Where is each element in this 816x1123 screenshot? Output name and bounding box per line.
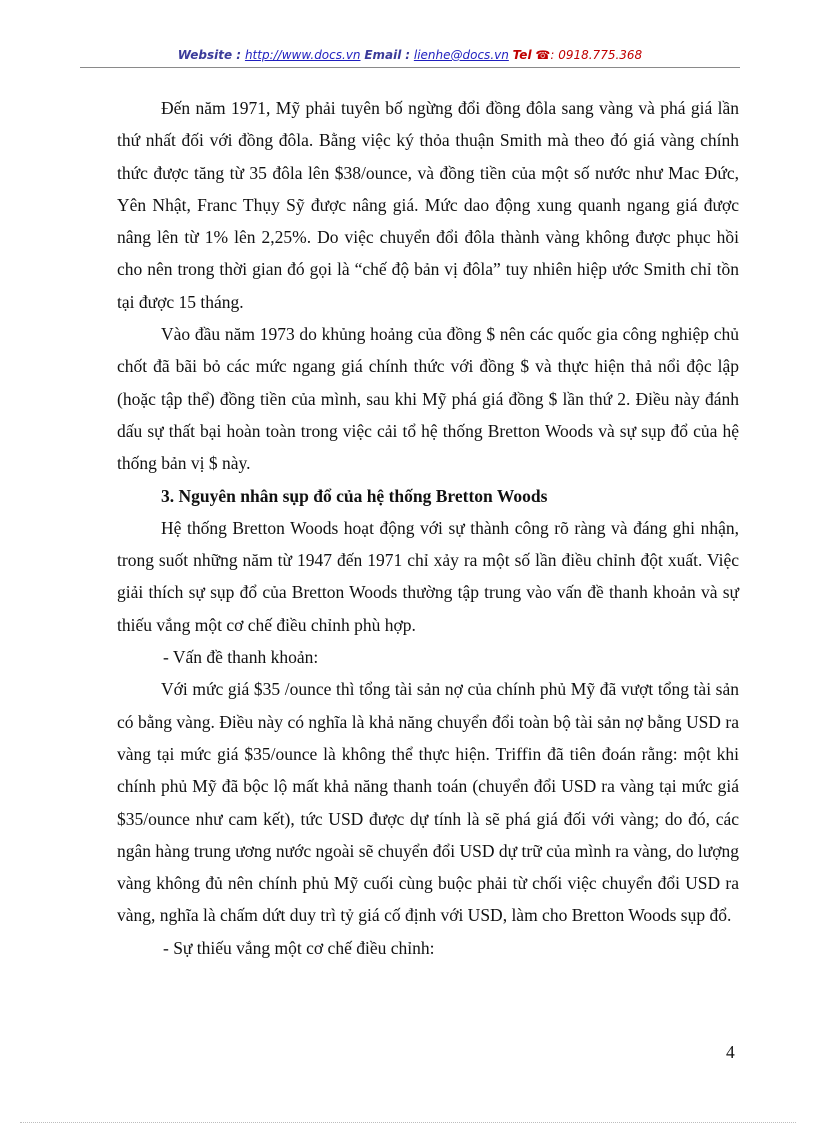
website-link[interactable]: http://www.docs.vn	[244, 48, 361, 62]
subheading-liquidity: - Vấn đề thanh khoản:	[163, 647, 319, 668]
email-link[interactable]: lienhe@docs.vn	[413, 48, 509, 62]
paragraph-1973-float: Vào đầu năm 1973 do khủng hoảng của đồng $ nên các quốc gia công nghiệp chủ chốt đã bãi bỏ các mức ngang giá chính thức với đồng $ và thực hiện thả nổi độc lập (hoặc tập thể) đồng tiền của mình, sau khi Mỹ phá giá đồng $ lần thứ 2. Điều này đánh dấu sự thất bại hoàn toàn trong việc cải tổ hệ thống Bretton Woods và sự sụp đổ của hệ thống bản vị $ này.	[117, 324, 739, 474]
document-body	[117, 92, 739, 964]
tel-label: Tel	[512, 48, 532, 62]
subheading-adjustment: - Sự thiếu vắng một cơ chế điều chỉnh:	[163, 937, 435, 958]
page-header	[80, 48, 740, 64]
paragraph-1971-smith: Đến năm 1971, Mỹ phải tuyên bố ngừng đổi đồng đôla sang vàng và phá giá lần thứ nhất đối với đồng đôla. Bằng việc ký thỏa thuận Smith mà theo đó giá vàng chính thức được tăng từ 35 đôla lên $38/ounce, và đồng tiền của một số nước như Mac Đức, Yên Nhật, Franc Thụy Sỹ được nâng giá. Mức dao động xung quanh ngang giá được nâng lên từ 1% lên 2,25%. Do việc chuyển đổi đôla thành vàng không được phục hồi cho nên trong thời gian đó gọi là “chế độ bản vị đôla” tuy nhiên hiệp ước Smith chỉ tồn tại được 15 tháng.	[117, 98, 739, 312]
email-separator: :	[405, 48, 411, 62]
page-number: 4	[726, 1042, 735, 1062]
header-divider	[80, 67, 740, 68]
telephone-icon: ☎	[535, 48, 551, 62]
paragraph-triffin: Với mức giá $35 /ounce thì tổng tài sản nợ của chính phủ Mỹ đã vượt tổng tài sản có bằng vàng. Điều này có nghĩa là khả năng chuyển đổi toàn bộ tài sản nợ bằng USD ra vàng tại mức giá $35/ounce là không thể thực hiện. Triffin đã tiên đoán rằng: một khi chính phủ Mỹ đã bộc lộ mất khả năng thanh toán (chuyển đổi USD ra vàng tại mức giá $35/ounce như cam kết), tức USD được dự tính là sẽ phá giá đối với vàng; do đó, các ngân hàng trung ương nước ngoài sẽ chuyển đổi USD dự trữ của mình ra vàng, do lượng vàng không đủ nên chính phủ Mỹ cuối cùng buộc phải từ chối việc chuyển đổi USD ra vàng, nghĩa là chấm dứt duy trì tỷ giá cố định với USD, làm cho Bretton Woods sụp đổ.	[117, 679, 739, 926]
paragraph-bretton-woods-success: Hệ thống Bretton Woods hoạt động với sự thành công rõ ràng và đáng ghi nhận, trong suốt những năm từ 1947 đến 1971 chỉ xảy ra một số lần điều chỉnh đột xuất. Việc giải thích sự sụp đổ của Bretton Woods thường tập trung vào vấn đề thanh khoản và sự thiếu vắng một cơ chế điều chỉnh phù hợp.	[117, 517, 739, 635]
section-heading-3: 3. Nguyên nhân sụp đổ của hệ thống Bretton Woods	[161, 485, 548, 506]
website-label: Website :	[177, 48, 242, 62]
email-label: Email	[364, 48, 402, 62]
tel-number: : 0918.775.368	[550, 48, 643, 62]
